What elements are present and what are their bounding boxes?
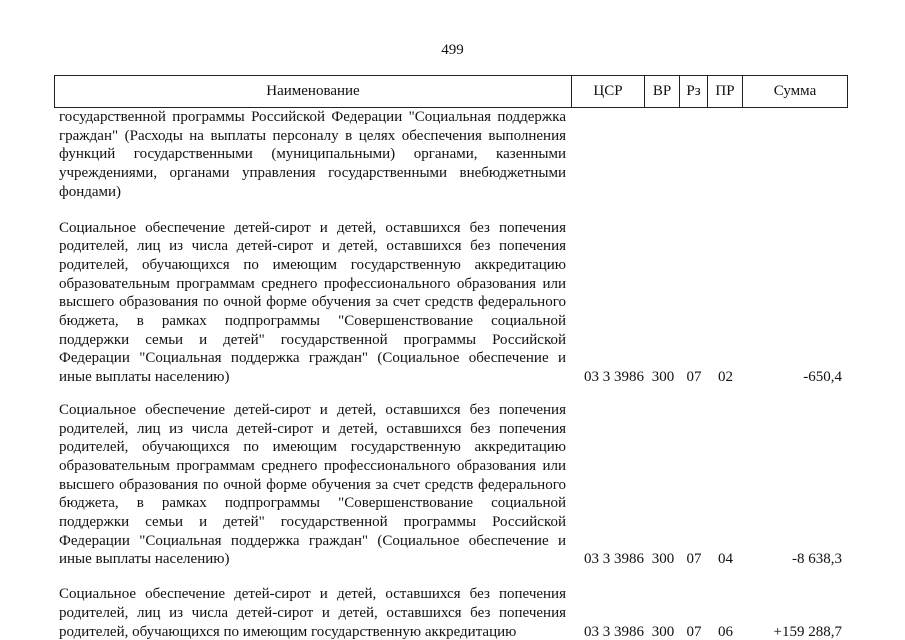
table-row: [54, 219, 848, 387]
row-csr: 03 3 3986: [584, 551, 644, 568]
page-number: 499: [441, 42, 464, 58]
column-header-name: Наименование: [266, 83, 360, 99]
row-sum: +159 288,7: [773, 623, 842, 640]
table-body: [54, 108, 848, 640]
row-name: Социальное обеспечение детей-сирот и детей, оставшихся без попечения родителей, лиц из числа детей-сирот и детей, оставшихся без попечения родителей, обучающихся по имеющим государственную аккредитацию образовательным программам среднего профессионального образования или высшего образования по очной форме обучения за счет средств федерального бюджета, в рамках подпрограммы "Совершенствование социальной поддержки семьи и детей" государственной программы Российской Федерации "Социальная поддержка граждан" (Социальное обеспечение и иные выплаты населению): [59, 219, 566, 386]
column-header-rz: Рз: [679, 76, 707, 107]
row-rz: 07: [686, 369, 702, 386]
row-name: Социальное обеспечение детей-сирот и детей, оставшихся без попечения родителей, лиц из числа детей-сирот и детей, оставшихся без попечения родителей, обучающихся по имеющим государственную аккредитацию образовательным программам среднего профессионального образования или высшего образования по очной форме обучения за счет средств федерального бюджета, в рамках подпрограммы "Совершенствование социальной поддержки семьи и детей" государственной программы Российской Федерации "Социальная поддержка граждан" (Социальное обеспечение и иные выплаты населению): [59, 401, 566, 568]
row-rz: 07: [686, 623, 702, 640]
column-header-vr: ВР: [644, 76, 679, 107]
row-vr: 300: [651, 551, 675, 568]
row-csr: 03 3 3986: [584, 369, 644, 386]
row-name: государственной программы Российской Федерации "Социальная поддержка граждан" (Расходы на выплаты персоналу в целях обеспечения выполнения функций государственными (муниципальными) органами, казенными учреждениями, органами управления государственными внебюджетными фондами): [59, 109, 566, 200]
table-header: [54, 75, 848, 108]
row-csr: 03 3 3986: [584, 623, 644, 640]
table-row: [54, 108, 848, 202]
table-row: [54, 585, 848, 640]
column-header-pr: ПР: [707, 76, 742, 107]
row-pr: 06: [718, 623, 733, 640]
row-rz: 07: [686, 551, 702, 568]
row-spacer: [54, 387, 848, 401]
row-vr: 300: [651, 623, 675, 640]
row-vr: 300: [651, 369, 675, 386]
row-pr: 02: [718, 369, 733, 386]
row-spacer: [54, 202, 848, 219]
row-sum: -650,4: [803, 369, 842, 386]
column-header-csr: ЦСР: [571, 76, 644, 107]
row-name: Социальное обеспечение детей-сирот и детей, оставшихся без попечения родителей, лиц из числа детей-сирот и детей, оставшихся без попечения родителей, обучающихся по имеющим государственную аккредитацию: [59, 586, 566, 640]
column-header-sum: Сумма: [742, 76, 847, 107]
table-row: [54, 401, 848, 569]
row-pr: 04: [718, 551, 733, 568]
row-spacer: [54, 569, 848, 585]
row-sum: -8 638,3: [792, 551, 842, 568]
